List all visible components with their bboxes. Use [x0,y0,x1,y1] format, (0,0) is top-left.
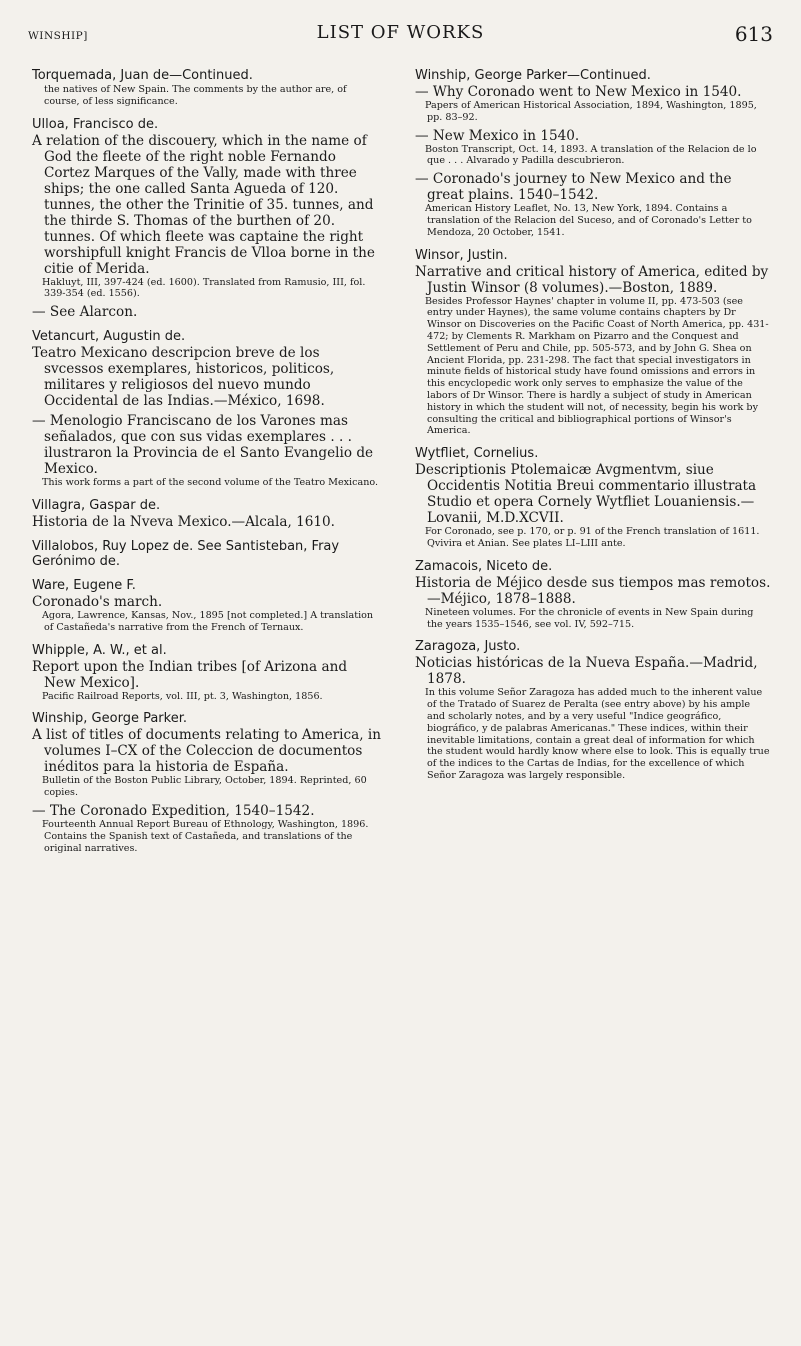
bibliography-entry [415,248,771,438]
entry-author: Zaragoza, Justo. [415,639,521,655]
work-note: Boston Transcript, Oct. 14, 1893. A translation of the Relacion de lo que . . . Alvarado y Padilla descubrieron. [425,143,757,167]
work-title: — New Mexico in 1540. [415,127,580,144]
work-note: Hakluyt, III, 397-424 (ed. 1600). Translated from Ramusio, III, fol. 339-354 (ed. 1556). [42,276,366,300]
work-item [32,803,382,854]
work-item [32,659,382,703]
work-title: Descriptionis Ptolemaicæ Avgmentvm, siue Occidentis Notitia Breui commentario illustrata Studio et opera Cornely Wytfliet Louaniensis.—Lovanii, M.D.XCVII. [415,462,757,527]
running-head-title: LIST OF WORKS [316,22,485,43]
work-item [415,171,771,238]
work-item [415,462,771,550]
work-note: American History Leaflet, No. 13, New York, 1894. Contains a translation of the Relacion del Suceso, and of Coronado's Letter to Mendoza, 20 October, 1541. [425,203,752,238]
work-note: This work forms a part of the second volume of the Teatro Mexicano. [42,477,379,489]
bibliography-entry [32,711,382,854]
work-title: A relation of the discouery, which in the name of God the fleete of the right noble Fernando Cortez Marques of the Vally, made with three ships; the one called Santa Agueda of 120. tunnes, the other the Trinitie of 35. tunnes, and the thirde S. Thomas of the burthen of 20. tunnes. Of which fleete was captaine the right worshipfull knight Francis de Vlloa borne in the citie of Merida. [32,132,375,277]
work-title: Noticias históricas de la Nueva España.—Madrid, 1878. [415,655,758,688]
work-item [32,133,382,301]
work-item [415,84,771,124]
running-head [28,14,773,54]
work-item [415,264,771,438]
entry-author: Ware, Eugene F. [32,577,136,593]
bibliography-entry [32,578,382,634]
work-item [32,413,382,489]
entry-author: Villalobos, Ruy Lopez de. See Santisteban, Fray Gerónimo de. [32,538,340,569]
work-item [32,514,382,530]
right-column [415,68,771,791]
bibliography-entry [32,117,382,321]
bibliography-entry [415,559,771,631]
work-title: — The Coronado Expedition, 1540–1542. [32,802,315,819]
work-item [415,128,771,168]
work-title: — See Alarcon. [32,304,138,321]
work-title: — Why Coronado went to New Mexico in 1540. [415,84,742,100]
entry-author: Ulloa, Francisco de. [32,116,159,132]
entry-author: Winsor, Justin. [415,247,508,263]
work-item [415,655,771,781]
work-note: Bulletin of the Boston Public Library, October, 1894. Reprinted, 60 copies. [42,775,367,799]
work-note: In this volume Señor Zaragoza has added much to the inherent value of the Tratado of Suarez de Peralta (see entry above) by his ample and scholarly notes, and by a very useful "Indice geográfico, biográfico, y de palabras Americanas." These indices, within their inevitable limitations, contain a great deal of information for which the student would hardly know where else to look. This is equally true of the indices to the Cartas de Indias, for the excellence of which Señor Zaragoza was largely responsible. [425,687,770,781]
work-note: the natives of New Spain. The comments by the author are, of course, of less significance. [44,84,347,107]
entry-author: Zamacois, Niceto de. [415,558,553,574]
work-note: Nineteen volumes. For the chronicle of events in New Spain during the years 1535–1546, see vol. IV, 592–715. [425,606,754,630]
work-item [32,594,382,634]
work-note: Besides Professor Haynes' chapter in volume II, pp. 473-503 (see entry under Haynes), the same volume contains chapters by Dr Winsor on Discoveries on the Pacific Coast of North America, pp. 431-472; by Clements R. Markham on Pizarro and the Conquest and Settlement of Peru and Chile, pp. 505-573, and by John G. Shea on Ancient Florida, pp. 231-298. The fact that special investigators in minute fields of historical study have found omissions and errors in this encyclopedic work only serves to emphasize the value of the labors of Dr Winsor. There is hardly a subject of study in American history in which the student will not, of necessity, begin his work by consulting the critical and bibliographical portions of Winsor's America. [425,295,769,437]
entry-author: Wytfliet, Cornelius. [415,446,539,462]
bibliography-entry [32,643,382,703]
work-title: Coronado's march. [32,593,163,610]
entry-author: Winship, George Parker—Continued. [415,68,651,83]
work-note: Fourteenth Annual Report Bureau of Ethnology, Washington, 1896. Contains the Spanish text of Castañeda, and translations of the original narratives. [42,818,369,854]
work-title: Historia de la Nveva Mexico.—Alcala, 1610. [32,513,336,530]
work-title: Historia de Méjico desde sus tiempos mas remotos.—Méjico, 1878–1888. [415,574,771,607]
bibliography-entry [32,498,382,530]
work-title: Teatro Mexicano descripcion breve de los svcessos exemplares, historicos, politicos, militares y religiosos del nuevo mundo Occidental de las Indias.—México, 1698. [32,345,335,410]
left-column [32,68,382,863]
bibliography-entry [415,68,771,239]
entry-author: Winship, George Parker. [32,711,187,727]
work-item [32,84,382,108]
work-note: Papers of American Historical Association, 1894, Washington, 1895, pp. 83–92. [425,100,757,123]
bibliography-entry [415,639,771,781]
bibliography-entry [32,539,382,569]
work-item [32,304,382,320]
work-title: A list of titles of documents relating to America, in volumes I–CX of the Coleccion de documentos inéditos para la historia de España. [32,727,381,776]
page-number: 613 [734,22,773,46]
bibliography-entry [32,329,382,489]
work-title: Narrative and critical history of America, edited by Justin Winsor (8 volumes).—Boston, 1889. [415,263,769,296]
entry-author: Whipple, A. W., et al. [32,642,167,658]
running-head-left: WINSHIP] [28,30,88,42]
work-title: — Coronado's journey to New Mexico and the great plains. 1540–1542. [415,171,732,204]
work-item [415,575,771,631]
work-item [32,345,382,409]
entry-author: Vetancurt, Augustin de. [32,329,186,345]
bibliography-entry [32,68,382,108]
work-title: Report upon the Indian tribes [of Arizona and New Mexico]. [32,658,348,691]
bibliography-entry [415,446,771,550]
work-title: — Menologio Franciscano de los Varones mas señalados, que con sus vidas exemplares . . . ilustraron la Provincia de el Santo Evangelio de Mexico. [32,413,374,478]
work-note: For Coronado, see p. 170, or p. 91 of the French translation of 1611. Qvivira et Anian. See plates LI–LIII ante. [425,526,760,549]
work-note: Agora, Lawrence, Kansas, Nov., 1895 [not completed.] A translation of Castañeda's narrative from the French of Ternaux. [42,609,374,633]
work-item [32,727,382,799]
entry-author: Torquemada, Juan de—Continued. [32,68,253,83]
entry-author: Villagra, Gaspar de. [32,497,161,513]
work-note: Pacific Railroad Reports, vol. III, pt. 3, Washington, 1856. [42,690,323,702]
